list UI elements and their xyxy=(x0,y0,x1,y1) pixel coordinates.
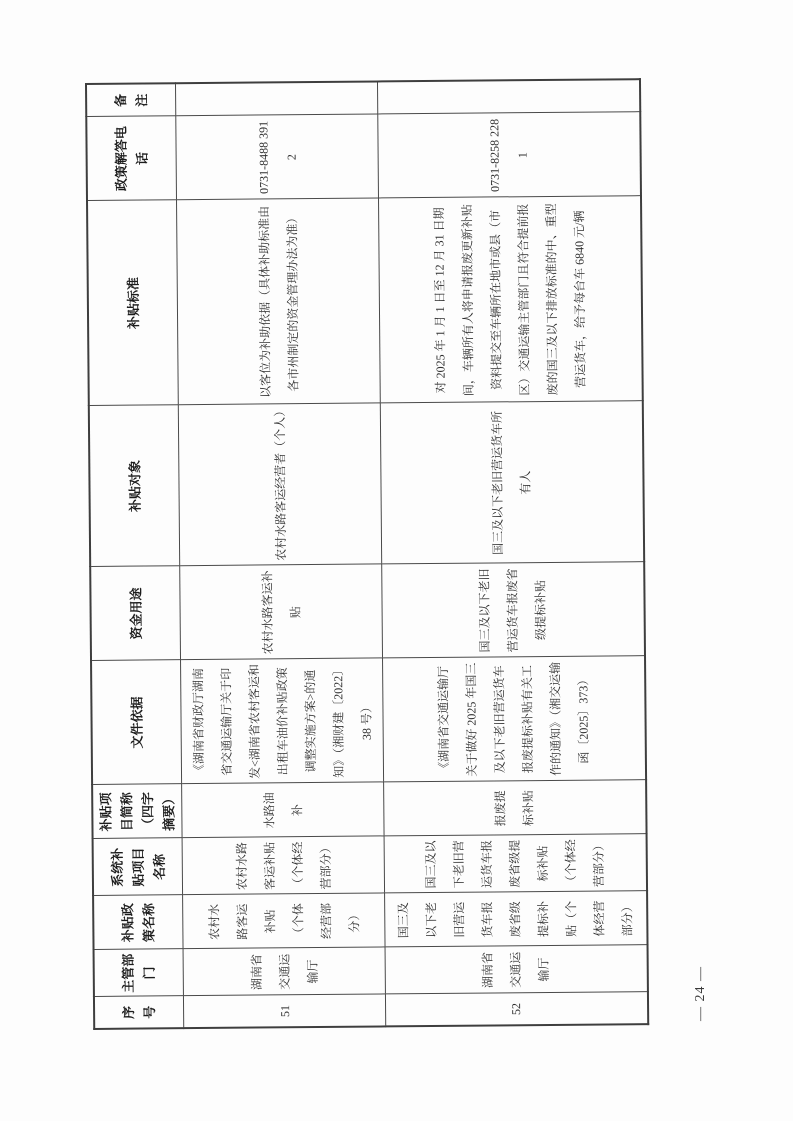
cell-52-serial: 52 xyxy=(385,992,647,1026)
header-subsidy-standard: 补贴标准 xyxy=(87,200,178,406)
cell-51-policy-name: 农村水路客运补贴（个体经营部分） xyxy=(183,893,385,949)
cell-51-subsidy-standard: 以客位为补助依据（具体补助标准由各市州制定的资金管理办法为准） xyxy=(177,198,381,405)
header-serial: 序号 xyxy=(94,996,184,1029)
cell-52-system-project-name: 国三及以下老旧营运货车报废省级提标补贴（个体经营部分） xyxy=(384,834,646,893)
cell-52-phone: 0731-8258 2281 xyxy=(378,112,641,198)
cell-51-system-project-name: 农村水路客运补贴（个体经营部分） xyxy=(182,836,384,895)
header-subsidy-target: 补贴对象 xyxy=(89,405,180,567)
header-department: 主管部门 xyxy=(94,949,184,997)
cell-51-short-name: 水路油补 xyxy=(182,782,384,838)
cell-51-phone: 0731-8488 3912 xyxy=(176,114,379,200)
table-row-52 xyxy=(377,79,647,1026)
cell-52-subsidy-standard: 对 2025 年 1 月 1 日至 12 月 31 日期间，车辆所有人将申请报废更新补贴资料提交至车辆所在地市或县（市区）交通运输主管部门且符合提前报废的国三及以下排放标准的中、重型营运货车，给予每台车 6840 元/辆 xyxy=(379,196,643,403)
cell-51-subsidy-target: 农村水路客运经营者（个人） xyxy=(178,403,381,566)
table-header-row xyxy=(86,83,184,1029)
subsidy-policy-table xyxy=(85,78,649,1030)
cell-51-fund-purpose: 农村水路客运补贴 xyxy=(180,564,383,660)
cell-52-department: 湖南省交通运输厅 xyxy=(385,945,647,994)
page-number: — 24 — xyxy=(693,966,708,1021)
header-fund-purpose: 资金用途 xyxy=(90,566,180,661)
header-short-name: 补贴项目简称（四字摘要） xyxy=(92,784,182,839)
cell-51-document-basis: 《湖南省财政厅湖南省交通运输厅关于印发<湖南省农村客运和出租车油价补贴政策调整实施方案>的通知》（湘财建〔2022〕38 号） xyxy=(181,658,384,784)
header-phone: 政策解答电话 xyxy=(86,116,176,201)
header-policy-name: 补贴政策名称 xyxy=(93,895,183,950)
cell-51-remark xyxy=(175,81,377,116)
cell-51-serial: 51 xyxy=(183,994,385,1028)
cell-52-fund-purpose: 国三及以下老旧营运货车报废省级提标补贴 xyxy=(382,562,645,658)
header-system-project-name: 系统补贴项目名称 xyxy=(93,838,183,896)
cell-52-document-basis: 《湖南省交通运输厅关于做好 2025 年国三及以下老旧营运货车报废提标补贴有关工作的通知》（湘交运输函〔2025〕373） xyxy=(383,656,646,782)
header-document-basis: 文件依据 xyxy=(91,660,182,785)
cell-52-remark xyxy=(377,79,639,114)
cell-52-short-name: 报废提标补贴 xyxy=(384,780,646,836)
cell-52-subsidy-target: 国三及以下老旧营运货车所有人 xyxy=(380,401,643,564)
header-remark: 备注 xyxy=(86,83,176,117)
cell-51-department: 湖南省交通运输厅 xyxy=(183,947,385,996)
table-row-51 xyxy=(175,81,385,1028)
cell-52-policy-name: 国三及以下老旧营运货车报废省级提标补贴（个体经营部分） xyxy=(385,891,647,947)
